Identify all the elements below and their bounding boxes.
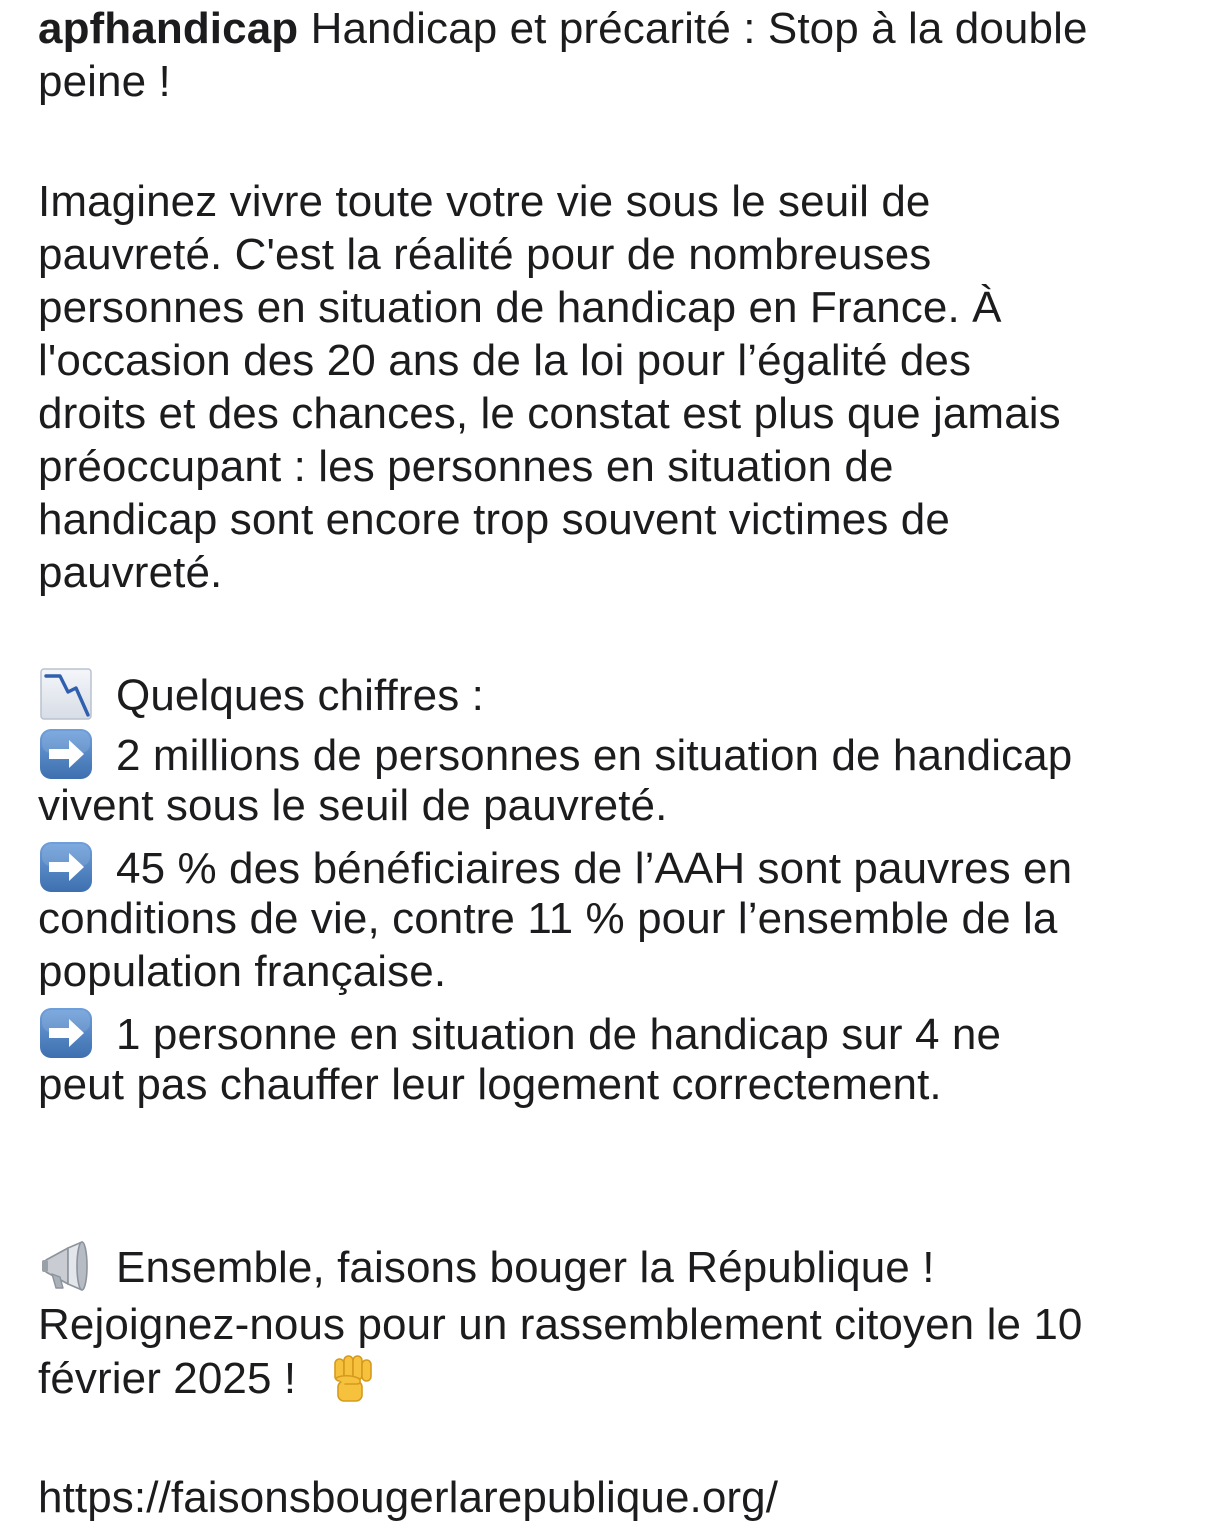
figure-line xyxy=(38,726,1072,780)
intro-line: Imaginez vivre toute votre vie sous le seuil de xyxy=(38,177,931,226)
intro-line: personnes en situation de handicap en France. À xyxy=(38,283,1002,332)
website-link[interactable]: https://faisonsbougerlarepublique.org/ xyxy=(38,1473,779,1522)
figures-heading-line xyxy=(38,666,484,720)
right-arrow-icon xyxy=(38,839,94,895)
figure-line: conditions de vie, contre 11 % pour l’ensemble de la xyxy=(38,894,1058,943)
intro-line: droits et des chances, le constat est plus que jamais xyxy=(38,389,1061,438)
call-text: février 2025 ! xyxy=(38,1354,297,1403)
username-link[interactable]: apfhandicap xyxy=(38,4,299,53)
figure-text: 1 personne en situation de handicap sur 4 ne xyxy=(116,1010,1002,1059)
intro-line: pauvreté. C'est la réalité pour de nombreuses xyxy=(38,230,932,279)
call-line: Rejoignez-nous pour un rassemblement citoyen le 10 xyxy=(38,1300,1083,1349)
caption-title-line xyxy=(38,2,1088,56)
right-arrow-icon xyxy=(38,726,94,782)
raised-fist-icon xyxy=(327,1351,381,1405)
intro-line: l'occasion des 20 ans de la loi pour l’égalité des xyxy=(38,336,972,385)
figure-line: population française. xyxy=(38,947,447,996)
caption-title-line-2: peine ! xyxy=(38,57,171,106)
intro-line: handicap sont encore trop souvent victimes de xyxy=(38,495,950,544)
call-line xyxy=(38,1351,381,1405)
figure-line xyxy=(38,839,1072,893)
caption-title-text: Handicap et précarité : Stop à la double xyxy=(310,4,1088,53)
figures-heading: Quelques chiffres : xyxy=(116,671,484,720)
megaphone-icon xyxy=(38,1238,94,1294)
figure-line: peut pas chauffer leur logement correctement. xyxy=(38,1060,942,1109)
intro-line: pauvreté. xyxy=(38,548,223,597)
figure-text: 2 millions de personnes en situation de handicap xyxy=(116,731,1073,780)
call-heading: Ensemble, faisons bouger la République ! xyxy=(116,1243,935,1292)
intro-line: préoccupant : les personnes en situation de xyxy=(38,442,894,491)
figure-text: 45 % des bénéficiaires de l’AAH sont pauvres en xyxy=(116,844,1073,893)
chart-decreasing-icon xyxy=(38,666,94,722)
right-arrow-icon xyxy=(38,1005,94,1061)
website-link-line xyxy=(38,1471,778,1525)
figure-line xyxy=(38,1005,1001,1059)
figure-line: vivent sous le seuil de pauvreté. xyxy=(38,781,668,830)
call-heading-line xyxy=(38,1238,935,1292)
